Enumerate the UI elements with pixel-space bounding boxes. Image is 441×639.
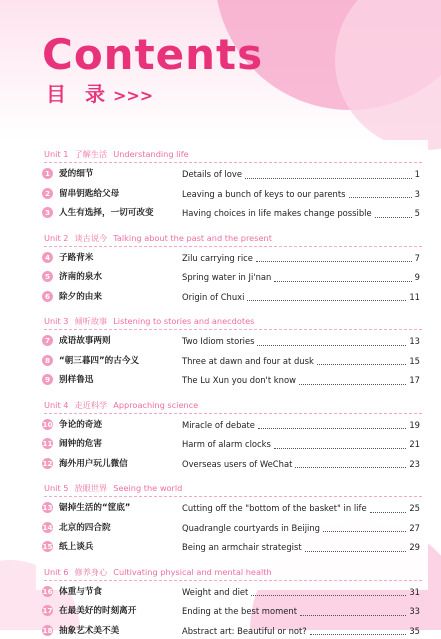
lesson-number-badge: 5 xyxy=(42,271,53,282)
arrows-icon: >>> xyxy=(112,86,154,105)
toc-entry[interactable] xyxy=(42,603,420,619)
lesson-number-badge: 9 xyxy=(42,374,53,385)
lesson-number-badge: 6 xyxy=(42,291,53,302)
lesson-title-en-group xyxy=(182,250,420,266)
dot-leader xyxy=(245,170,412,179)
lesson-title-zh: “朝三暮四”的古今义 xyxy=(59,355,140,366)
unit-zh: 谈古说今 xyxy=(74,232,108,243)
dot-leader xyxy=(310,626,407,635)
unit-heading[interactable] xyxy=(44,313,260,329)
lesson-title-zh: 闹钟的危害 xyxy=(59,439,102,449)
lesson-number-badge: 15 xyxy=(42,542,53,551)
lesson-title-en-group xyxy=(182,456,420,472)
lesson-title-zh: 子路背米 xyxy=(59,252,94,263)
lesson-title-zh: 在最美好的时刻离开 xyxy=(59,606,137,616)
unit-zh: 了解生活 xyxy=(74,149,108,159)
dot-leader xyxy=(323,523,406,532)
unit-zh: 倾听故事 xyxy=(74,316,108,326)
toc-entry[interactable] xyxy=(42,417,420,433)
page-number: 15 xyxy=(409,355,420,366)
unit-label: Unit 1 xyxy=(44,149,69,159)
toc-entry[interactable] xyxy=(42,269,420,285)
unit-zh: 放眼世界 xyxy=(74,483,108,493)
dot-leader xyxy=(256,253,412,262)
lesson-title-en: Ending at the best moment xyxy=(182,606,297,616)
toc-panel xyxy=(36,140,428,636)
dot-leader xyxy=(375,209,412,218)
page-number: 33 xyxy=(409,606,420,616)
dot-leader xyxy=(370,504,407,513)
toc-entry[interactable] xyxy=(42,353,420,369)
unit-en: Cultivating physical and mental health xyxy=(113,566,272,577)
toc-entry[interactable] xyxy=(42,205,420,221)
unit-en: Listening to stories and anecdotes xyxy=(113,316,255,326)
lesson-title-en-group xyxy=(182,417,420,433)
toc-entry[interactable] xyxy=(42,372,420,388)
lesson-title-zh: 争论的奇迹 xyxy=(59,419,102,430)
unit-label: Unit 4 xyxy=(44,399,69,410)
unit-zh: 修养身心 xyxy=(74,566,108,577)
lesson-title-en: Cutting off the "bottom of the basket" in life xyxy=(182,503,367,513)
unit-en: Talking about the past and the present xyxy=(113,232,272,243)
toc-entry[interactable] xyxy=(42,436,420,452)
unit-heading[interactable] xyxy=(44,480,188,496)
lesson-title-en: Quadrangle courtyards in Beijing xyxy=(182,522,320,533)
lesson-title-en: Details of love xyxy=(182,169,242,179)
unit-heading[interactable] xyxy=(44,397,204,413)
lesson-number-badge: 10 xyxy=(42,419,53,429)
unit-heading[interactable] xyxy=(44,146,195,162)
lesson-number-badge: 14 xyxy=(42,522,53,532)
dot-leader xyxy=(349,189,412,198)
unit-en: Approaching science xyxy=(113,399,199,410)
toc-entry[interactable] xyxy=(42,250,420,266)
lesson-title-en-group xyxy=(182,520,420,536)
toc-entry[interactable] xyxy=(42,166,420,182)
page-number: 5 xyxy=(414,208,420,218)
lesson-title-zh: 济南的泉水 xyxy=(59,272,102,282)
page-number: 1 xyxy=(414,169,420,179)
page-subtitle xyxy=(46,78,153,107)
dot-leader xyxy=(274,440,406,449)
unit-en: Understanding life xyxy=(113,149,189,159)
lesson-title-zh: 体重与节食 xyxy=(59,586,102,597)
lesson-title-en: Having choices in life makes change possible xyxy=(182,208,372,218)
lesson-number-badge: 16 xyxy=(42,586,53,596)
page-number: 13 xyxy=(409,336,420,346)
page-number: 27 xyxy=(409,522,420,533)
page-number: 19 xyxy=(409,419,420,430)
lesson-number-badge: 12 xyxy=(42,458,53,468)
lesson-title-zh: 抽象艺术美不美 xyxy=(59,625,120,636)
lesson-number-badge: 1 xyxy=(42,168,53,179)
lesson-title-zh: 人生有选择，一切可改变 xyxy=(59,208,154,218)
unit-label: Unit 3 xyxy=(44,316,69,326)
lesson-title-zh: 锯掉生活的“筐底” xyxy=(59,503,131,513)
lesson-title-en: Three at dawn and four at dusk xyxy=(182,355,314,366)
page-number: 3 xyxy=(414,188,420,199)
lesson-title-zh: 爱的细节 xyxy=(59,169,94,179)
lesson-title-en: Spring water in Ji'nan xyxy=(182,272,272,282)
lesson-title-en-group xyxy=(182,436,420,452)
toc-entry[interactable] xyxy=(42,456,420,472)
dot-leader xyxy=(299,376,406,385)
page-number: 35 xyxy=(409,625,420,636)
dot-leader xyxy=(251,587,406,596)
lesson-number-badge: 7 xyxy=(42,335,53,346)
lesson-title-en-group xyxy=(182,539,420,555)
unit-heading[interactable] xyxy=(44,564,278,580)
lesson-title-en-group xyxy=(182,500,420,516)
toc-entry[interactable] xyxy=(42,500,420,516)
unit-label: Unit 5 xyxy=(44,483,69,493)
page-number: 17 xyxy=(409,375,420,385)
lesson-title-en: Being an armchair strategist xyxy=(182,542,302,552)
unit-divider xyxy=(44,246,422,247)
toc-entry[interactable] xyxy=(42,520,420,536)
lesson-title-zh: 除夕的由来 xyxy=(59,291,102,302)
dot-leader xyxy=(295,459,406,468)
page-title: Contents xyxy=(42,30,264,79)
lesson-title-en-group xyxy=(182,584,420,600)
lesson-title-en: Zilu carrying rice xyxy=(182,252,253,263)
lesson-number-badge: 2 xyxy=(42,188,53,199)
page-number: 9 xyxy=(414,272,420,282)
lesson-title-zh: 北京的四合院 xyxy=(59,522,111,533)
lesson-title-en-group xyxy=(182,166,420,182)
toc-entry[interactable] xyxy=(42,584,420,600)
toc-entry[interactable] xyxy=(42,623,420,639)
page-number: 21 xyxy=(409,439,420,449)
page-number: 31 xyxy=(409,586,420,597)
lesson-number-badge: 18 xyxy=(42,625,53,635)
toc-entry[interactable] xyxy=(42,539,420,555)
lesson-title-en: Miracle of debate xyxy=(182,419,255,430)
lesson-title-en-group xyxy=(182,333,420,349)
page-number: 11 xyxy=(409,291,420,302)
unit-label: Unit 6 xyxy=(44,566,69,577)
unit-divider xyxy=(44,580,422,581)
lesson-title-en-group xyxy=(182,289,420,305)
page-number: 23 xyxy=(409,458,420,469)
lesson-title-en: Two Idiom stories xyxy=(182,336,255,346)
unit-divider xyxy=(44,413,422,414)
dot-leader xyxy=(257,337,406,346)
dot-leader xyxy=(274,273,411,282)
unit-zh: 走近科学 xyxy=(74,399,108,410)
unit-divider xyxy=(44,496,422,497)
dot-leader xyxy=(317,356,407,365)
lesson-number-badge: 13 xyxy=(42,503,53,512)
lesson-number-badge: 8 xyxy=(42,355,53,366)
toc-entry[interactable] xyxy=(42,186,420,202)
subtitle-text: 目 录 xyxy=(46,82,111,106)
toc-entry[interactable] xyxy=(42,289,420,305)
lesson-title-zh: 海外用户玩儿微信 xyxy=(59,458,128,469)
lesson-title-en: Harm of alarm clocks xyxy=(182,439,271,449)
lesson-title-en-group xyxy=(182,269,420,285)
unit-en: Seeing the world xyxy=(113,483,183,493)
unit-label: Unit 2 xyxy=(44,232,69,243)
page-number: 25 xyxy=(409,503,420,513)
lesson-number-badge: 17 xyxy=(42,606,53,615)
lesson-title-zh: 纸上谈兵 xyxy=(59,542,94,552)
lesson-title-zh: 成语故事两则 xyxy=(59,336,111,346)
lesson-title-en-group xyxy=(182,603,420,619)
page-number: 29 xyxy=(409,542,420,552)
dot-leader xyxy=(247,292,406,301)
lesson-number-badge: 4 xyxy=(42,252,53,263)
lesson-title-en: Abstract art: Beautiful or not? xyxy=(182,625,307,636)
dot-leader xyxy=(258,420,406,429)
lesson-title-en-group xyxy=(182,186,420,202)
lesson-title-en-group xyxy=(182,205,420,221)
dot-leader xyxy=(305,543,407,552)
lesson-title-zh: 别样鲁迅 xyxy=(59,375,94,385)
unit-heading[interactable] xyxy=(44,230,278,246)
toc-entry[interactable] xyxy=(42,333,420,349)
unit-divider xyxy=(44,162,422,163)
lesson-title-en: Overseas users of WeChat xyxy=(182,458,293,469)
page-number: 7 xyxy=(414,252,420,263)
lesson-title-en-group xyxy=(182,623,420,639)
lesson-title-zh: 留串钥匙给父母 xyxy=(59,188,120,199)
lesson-title-en-group xyxy=(182,372,420,388)
lesson-number-badge: 3 xyxy=(42,207,53,218)
lesson-title-en: Weight and diet xyxy=(182,586,249,597)
unit-divider xyxy=(44,329,422,330)
lesson-title-en-group xyxy=(182,353,420,369)
lesson-title-en: Leaving a bunch of keys to our parents xyxy=(182,188,346,199)
dot-leader xyxy=(300,607,406,616)
lesson-title-en: The Lu Xun you don't know xyxy=(182,375,296,385)
lesson-title-en: Origin of Chuxi xyxy=(182,291,245,302)
lesson-number-badge: 11 xyxy=(42,439,53,448)
